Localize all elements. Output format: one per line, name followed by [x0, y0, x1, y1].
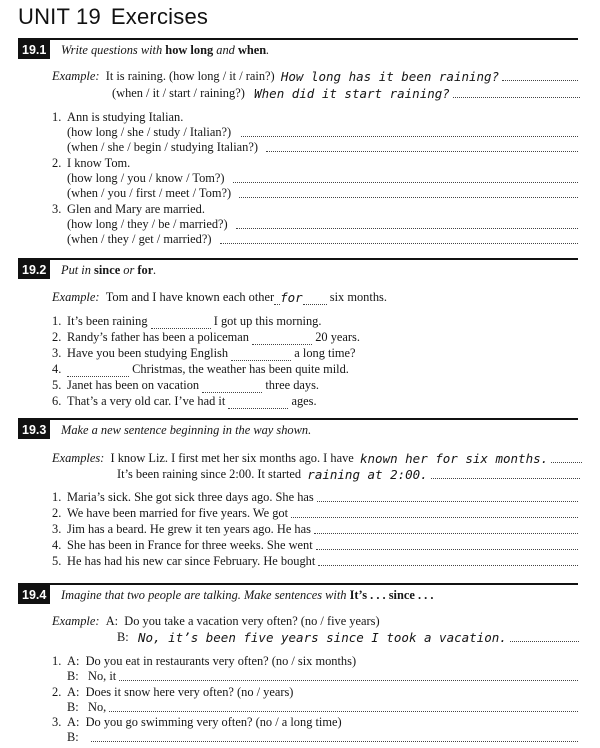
answer-line[interactable]: 5. He has had his new car since February. He bought [52, 554, 578, 569]
answer-line[interactable]: B: No, [67, 700, 578, 715]
exercise-19-3 [18, 418, 578, 573]
answer-line[interactable]: (how long / they / be / married?) [67, 217, 578, 232]
example-line: (when / it / start / raining?) When did it start raining? [112, 86, 580, 101]
answer-line[interactable]: 4. She has been in France for three weeks. She went [52, 538, 578, 553]
handwritten-answer: raining at 2:00. [307, 467, 428, 482]
list-item[interactable]: 3. Have you been studying English a long time? [52, 346, 356, 360]
exercise-number: 19.3 [18, 420, 50, 439]
answer-line[interactable]: 3. Jim has a beard. He grew it ten years ago. He has [52, 522, 578, 537]
handwritten-answer: for [280, 290, 303, 305]
section-header [18, 258, 578, 282]
exercise-number: 19.2 [18, 260, 50, 279]
handwritten-answer: No, it’s been five years since I took a vacation. [138, 630, 507, 645]
section-header [18, 38, 578, 62]
list-item: 2. A: Does it snow here very often? (no / years) [52, 685, 294, 699]
example-line: Example: It is raining. (how long / it / rain?) How long has it been raining? [52, 69, 578, 84]
example-line: Example: Tom and I have known each other for six months. [52, 290, 387, 305]
list-item: 1. A: Do you eat in restaurants very often? (no / six months) [52, 654, 357, 668]
answer-line[interactable]: (how long / you / know / Tom?) [67, 171, 578, 186]
exercise-number: 19.4 [18, 585, 50, 604]
handwritten-answer: How long has it been raining? [280, 69, 500, 84]
section-header [18, 583, 578, 607]
exercise-19-1 [18, 38, 578, 248]
answer-line[interactable]: 2. We have been married for five years. We got [52, 506, 578, 521]
answer-line[interactable]: (when / you / first / meet / Tom?) [67, 186, 578, 201]
exercise-instruction: Write questions with how long and when. [61, 43, 270, 57]
exercise-19-4 [18, 583, 578, 745]
handwritten-answer: known her for six months. [360, 451, 549, 466]
example-line: Example: A: Do you take a vacation very often? (no / five years) [52, 614, 380, 628]
list-item: 1. Ann is studying Italian. [52, 110, 184, 124]
page-title [18, 4, 208, 30]
example-line: It’s been raining since 2:00. It started raining at 2:00. [117, 467, 580, 482]
answer-line[interactable]: 1. Maria’s sick. She got sick three days ago. She has [52, 490, 578, 505]
list-item[interactable]: 4. Christmas, the weather has been quite mild. [52, 362, 349, 376]
list-item[interactable]: 5. Janet has been on vacation three days. [52, 378, 320, 392]
section-header [18, 418, 578, 442]
exercise-19-2 [18, 258, 578, 408]
exercise-instruction: Imagine that two people are talking. Make sentences with It’s . . . since . . . [61, 588, 434, 602]
list-item[interactable]: 2. Randy’s father has been a policeman 20 years. [52, 330, 360, 344]
list-item: 2. I know Tom. [52, 156, 131, 170]
unit-title-text: Exercises [110, 4, 209, 29]
exercise-instruction: Put in since or for. [61, 263, 157, 277]
list-item: 3. Glen and Mary are married. [52, 202, 205, 216]
handwritten-answer: When did it start raining? [254, 86, 450, 101]
example-line: Examples: I know Liz. I first met her six months ago. I have known her for six months. [52, 451, 582, 466]
exercise-number: 19.1 [18, 40, 50, 59]
answer-line[interactable]: (when / they / get / married?) [67, 232, 578, 247]
list-item[interactable]: 6. That’s a very old car. I’ve had it ages. [52, 394, 317, 408]
answer-line[interactable]: (how long / she / study / Italian?) [67, 125, 578, 140]
answer-line[interactable]: B: No, it [67, 669, 578, 684]
unit-label: UNIT 19 [18, 4, 101, 29]
example-line: B: No, it’s been five years since I took a vacation. [117, 630, 579, 645]
answer-line[interactable]: B: [67, 730, 578, 745]
list-item: 3. A: Do you go swimming very often? (no / a long time) [52, 715, 342, 729]
answer-line[interactable]: (when / she / begin / studying Italian?) [67, 140, 578, 155]
exercise-instruction: Make a new sentence beginning in the way shown. [61, 423, 312, 437]
list-item[interactable]: 1. It’s been raining I got up this morning. [52, 314, 322, 328]
